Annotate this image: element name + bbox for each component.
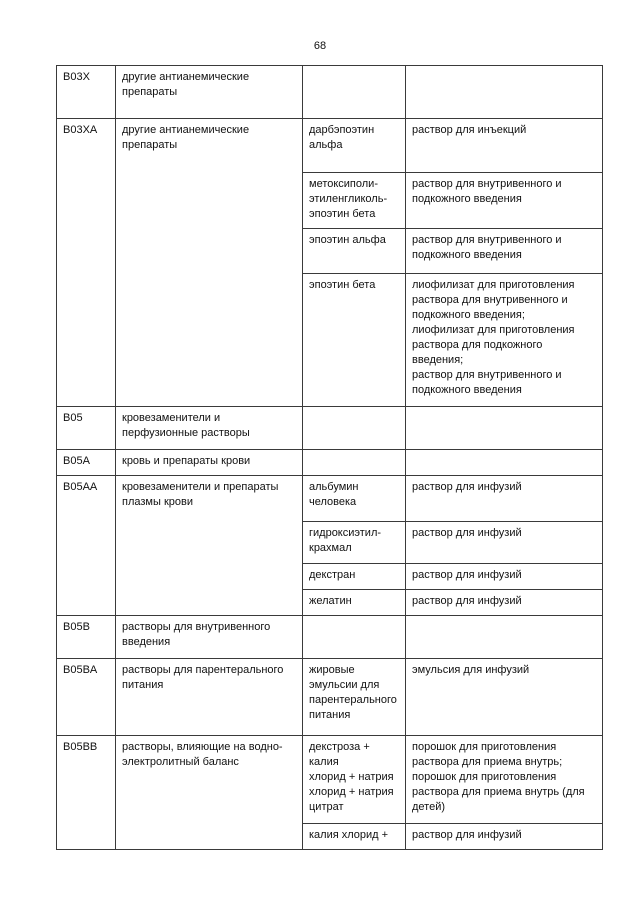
group-name-cell: другие антианемические препараты (116, 119, 303, 407)
dosage-form-cell: эмульсия для инфузий (406, 659, 603, 736)
drug-classification-table (56, 65, 603, 850)
drug-name-cell (303, 407, 406, 450)
group-name-cell: кровь и препараты крови (116, 450, 303, 476)
group-name-cell: другие антианемические препараты (116, 66, 303, 119)
dosage-form-cell (406, 66, 603, 119)
drug-name-cell: эпоэтин альфа (303, 229, 406, 274)
table-row (57, 476, 603, 522)
group-name-cell: кровезаменители и препараты плазмы крови (116, 476, 303, 616)
group-name-cell: растворы, влияющие на водно- электролитный баланс (116, 736, 303, 850)
atc-code-cell: B05B (57, 616, 116, 659)
drug-name-cell (303, 66, 406, 119)
atc-code-cell: B05AA (57, 476, 116, 616)
atc-code-cell: B05BB (57, 736, 116, 850)
drug-name-cell: эпоэтин бета (303, 274, 406, 407)
table-row (57, 450, 603, 476)
drug-name-cell: дарбэпоэтин альфа (303, 119, 406, 173)
drug-name-cell: декстран (303, 564, 406, 590)
drug-name-cell: декстроза + калия хлорид + натрия хлорид + натрия цитрат (303, 736, 406, 824)
table-row (57, 119, 603, 173)
drug-name-cell (303, 450, 406, 476)
dosage-form-cell: раствор для инфузий (406, 522, 603, 564)
page-number: 68 (313, 40, 327, 52)
table-row (57, 736, 603, 824)
dosage-form-cell: порошок для приготовления раствора для приема внутрь; порошок для приготовления раствора для приема внутрь (для детей) (406, 736, 603, 824)
dosage-form-cell: раствор для инфузий (406, 564, 603, 590)
table-row (57, 407, 603, 450)
dosage-form-cell (406, 450, 603, 476)
drug-name-cell: альбумин человека (303, 476, 406, 522)
dosage-form-cell (406, 616, 603, 659)
atc-code-cell: B05A (57, 450, 116, 476)
table-row (57, 616, 603, 659)
dosage-form-cell: раствор для инфузий (406, 824, 603, 850)
drug-name-cell: калия хлорид + (303, 824, 406, 850)
group-name-cell: растворы для парентерального питания (116, 659, 303, 736)
dosage-form-cell: раствор для инъекций (406, 119, 603, 173)
atc-code-cell: B03X (57, 66, 116, 119)
drug-name-cell: жировые эмульсии для парентерального питания (303, 659, 406, 736)
table-row (57, 66, 603, 119)
dosage-form-cell (406, 407, 603, 450)
drug-name-cell (303, 616, 406, 659)
atc-code-cell: B05BA (57, 659, 116, 736)
dosage-form-cell: раствор для инфузий (406, 590, 603, 616)
atc-code-cell: B03XA (57, 119, 116, 407)
dosage-form-cell: раствор для инфузий (406, 476, 603, 522)
dosage-form-cell: раствор для внутривенного и подкожного введения (406, 173, 603, 229)
group-name-cell: растворы для внутривенного введения (116, 616, 303, 659)
group-name-cell: кровезаменители и перфузионные растворы (116, 407, 303, 450)
drug-name-cell: метоксиполи- этиленгликоль- эпоэтин бета (303, 173, 406, 229)
drug-name-cell: желатин (303, 590, 406, 616)
drug-name-cell: гидроксиэтил- крахмал (303, 522, 406, 564)
atc-code-cell: B05 (57, 407, 116, 450)
dosage-form-cell: раствор для внутривенного и подкожного введения (406, 229, 603, 274)
dosage-form-cell: лиофилизат для приготовления раствора для внутривенного и подкожного введения; лиофилизат для приготовления раствора для подкожного введения; раствор для внутривенного и подкожного введения (406, 274, 603, 407)
table-row (57, 659, 603, 736)
